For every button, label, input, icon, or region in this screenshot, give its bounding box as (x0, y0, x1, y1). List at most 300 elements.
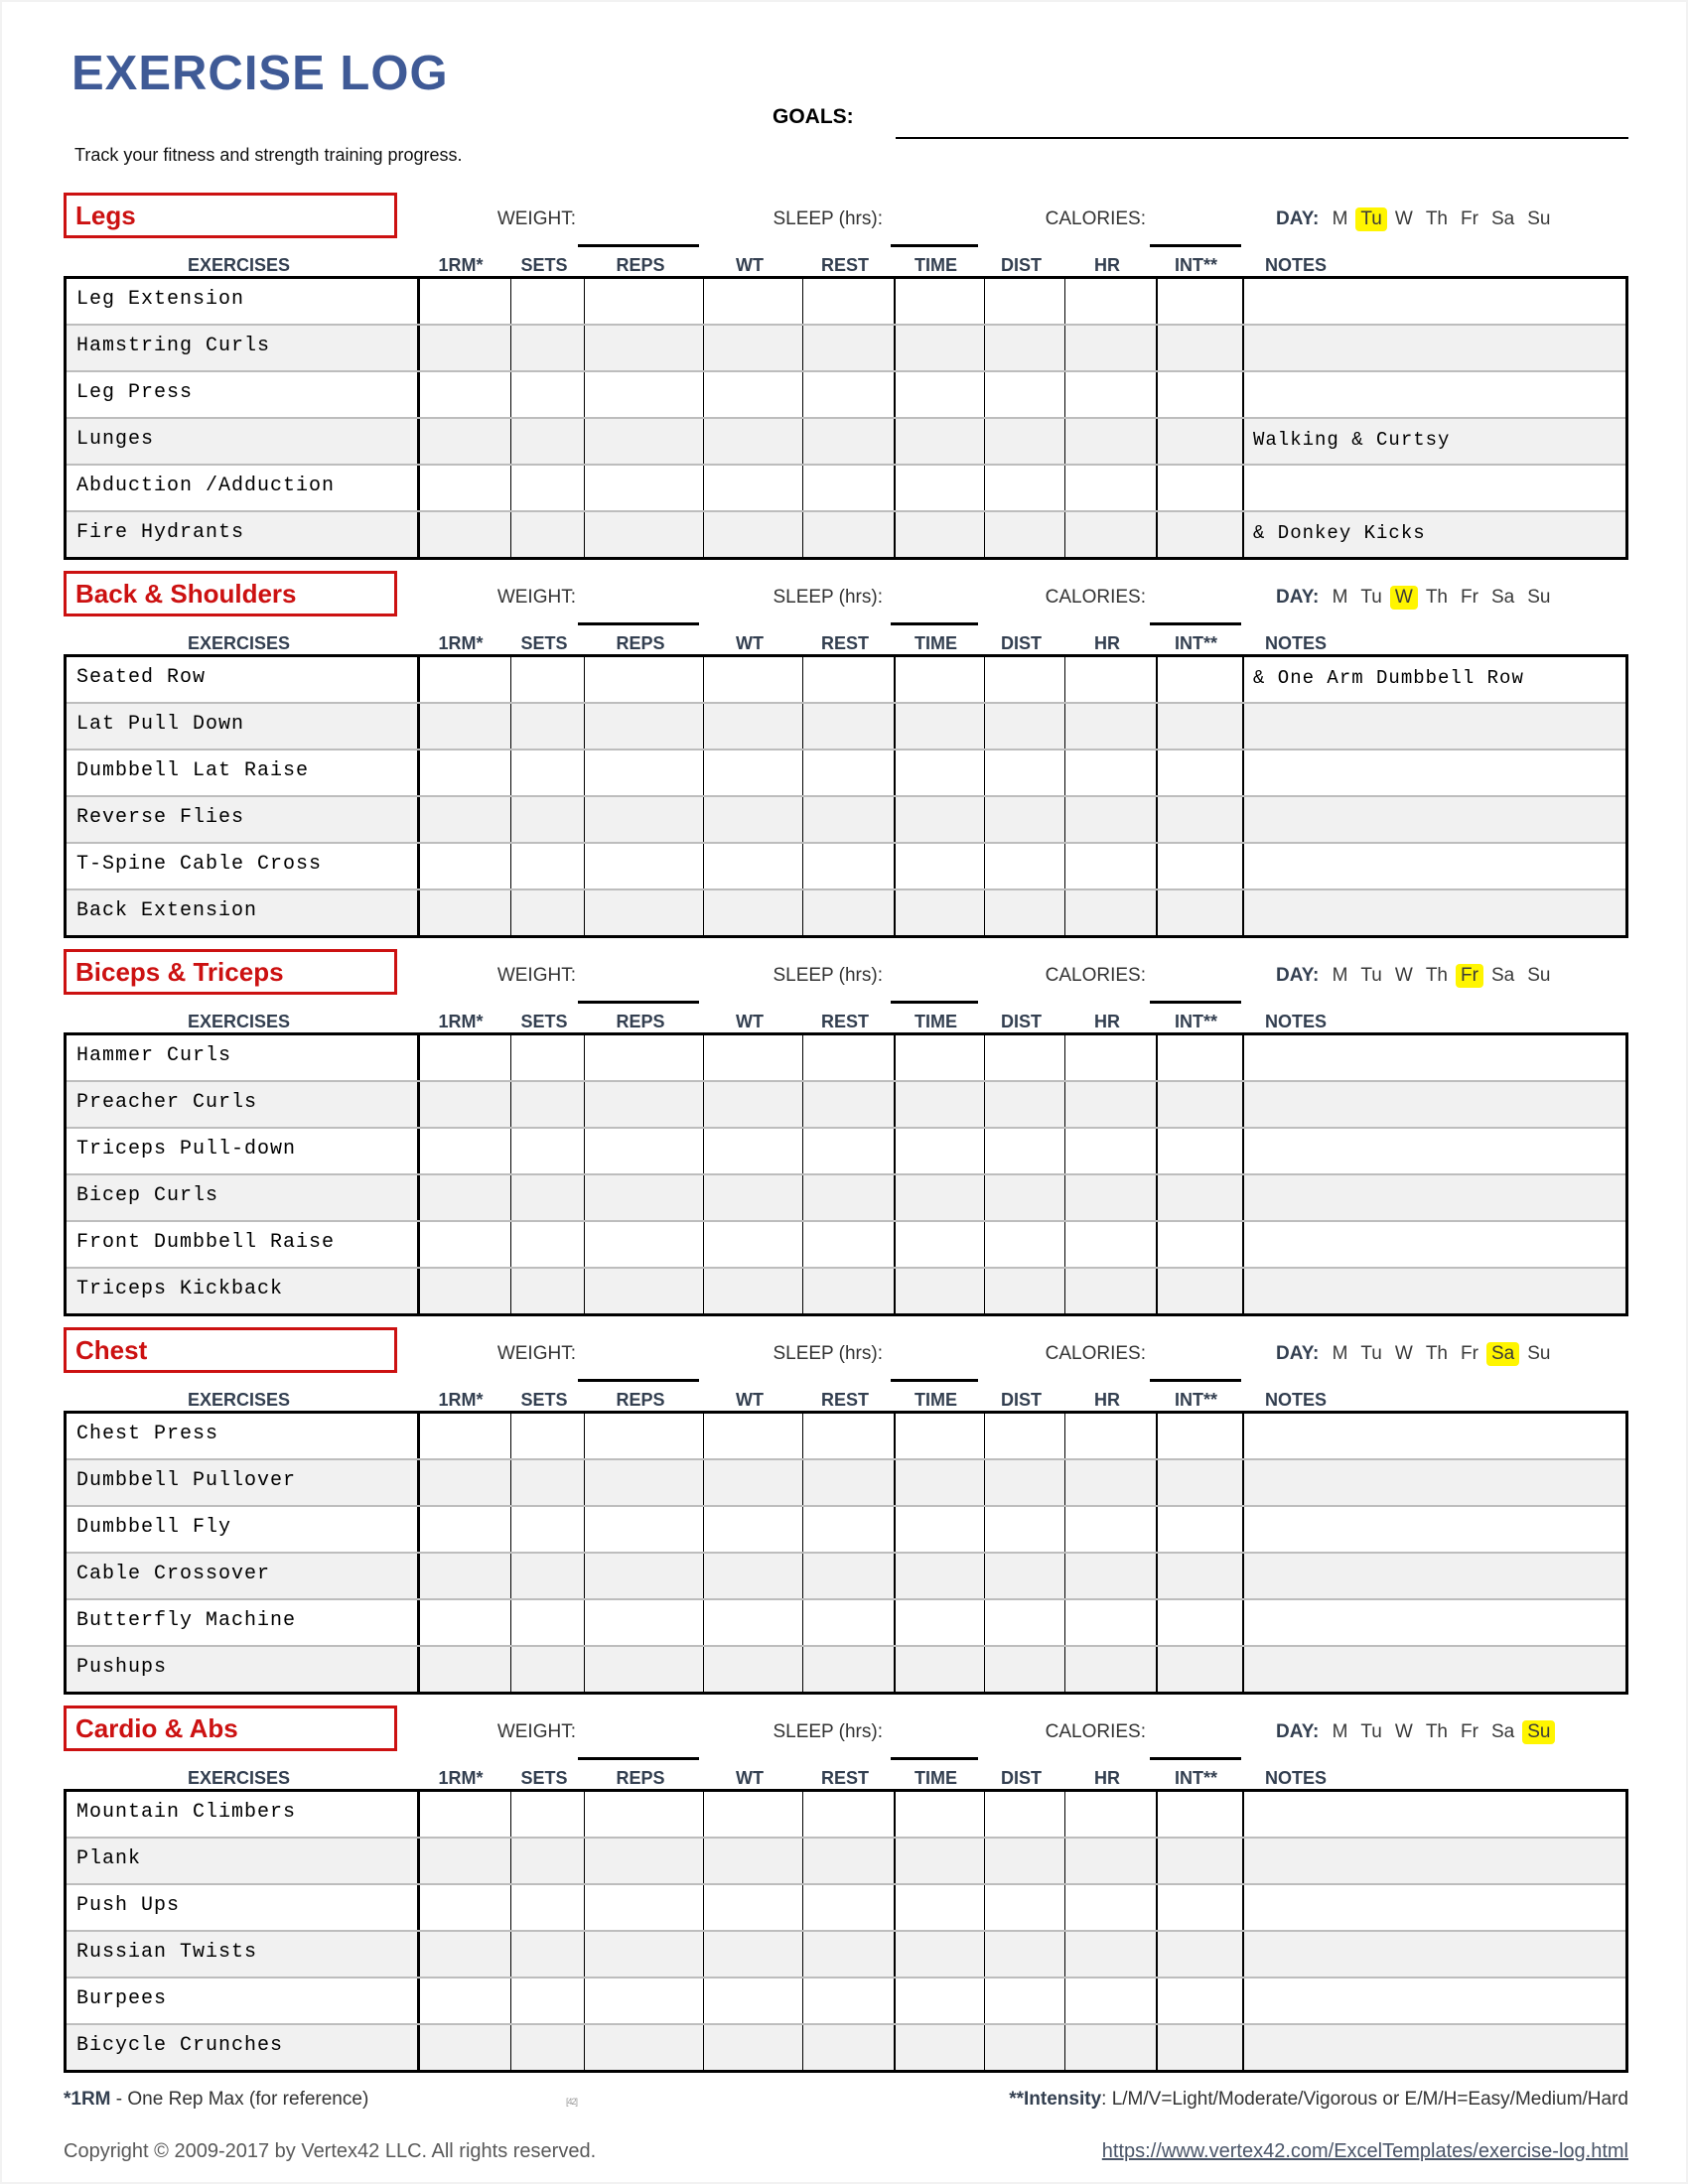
day-option-th[interactable]: Th (1425, 965, 1448, 986)
log-cell[interactable] (1156, 1414, 1242, 1458)
log-cell[interactable] (802, 657, 894, 702)
log-cell[interactable] (1064, 2025, 1156, 2070)
note-cell[interactable]: & One Arm Dumbbell Row (1242, 657, 1625, 702)
log-cell[interactable] (417, 1507, 510, 1552)
day-option-th[interactable]: Th (1425, 208, 1448, 229)
log-cell[interactable] (417, 890, 510, 935)
exercise-name-cell[interactable]: Seated Row (76, 666, 207, 689)
log-cell[interactable] (984, 279, 1064, 324)
log-cell[interactable] (1064, 1839, 1156, 1883)
log-cell[interactable] (894, 326, 984, 370)
log-cell[interactable] (417, 751, 510, 795)
log-cell[interactable] (1064, 1222, 1156, 1267)
log-cell[interactable] (1156, 512, 1242, 557)
note-cell[interactable] (1242, 372, 1625, 417)
log-cell[interactable] (802, 1600, 894, 1645)
log-cell[interactable] (510, 1129, 584, 1173)
log-cell[interactable] (417, 1792, 510, 1837)
log-cell[interactable] (1156, 1839, 1242, 1883)
log-cell[interactable] (1064, 657, 1156, 702)
log-cell[interactable] (984, 1554, 1064, 1598)
log-cell[interactable] (1156, 2025, 1242, 2070)
log-cell[interactable] (584, 279, 703, 324)
exercise-name-cell[interactable]: Dumbbell Fly (76, 1516, 232, 1539)
log-cell[interactable] (1064, 1792, 1156, 1837)
log-cell[interactable] (984, 657, 1064, 702)
log-cell[interactable] (1156, 326, 1242, 370)
log-cell[interactable] (584, 1507, 703, 1552)
exercise-name-cell[interactable]: Triceps Kickback (76, 1278, 284, 1300)
log-cell[interactable] (984, 844, 1064, 888)
log-cell[interactable] (1064, 704, 1156, 749)
log-cell[interactable] (894, 1175, 984, 1220)
log-cell[interactable] (1156, 844, 1242, 888)
log-cell[interactable] (802, 890, 894, 935)
log-cell[interactable] (703, 326, 802, 370)
log-cell[interactable] (417, 1839, 510, 1883)
log-cell[interactable] (894, 1414, 984, 1458)
note-cell[interactable]: Walking & Curtsy (1242, 419, 1625, 464)
note-cell[interactable] (1242, 1979, 1625, 2023)
log-cell[interactable] (584, 1129, 703, 1173)
log-cell[interactable] (802, 1507, 894, 1552)
log-cell[interactable] (1156, 1979, 1242, 2023)
log-cell[interactable] (510, 890, 584, 935)
exercise-name-cell[interactable]: Reverse Flies (76, 806, 245, 829)
log-cell[interactable] (584, 326, 703, 370)
exercise-name-cell[interactable]: Front Dumbbell Raise (76, 1231, 336, 1254)
log-cell[interactable] (894, 1269, 984, 1313)
calories-entry-line[interactable] (1150, 603, 1241, 625)
log-cell[interactable] (1064, 279, 1156, 324)
log-cell[interactable] (703, 657, 802, 702)
log-cell[interactable] (510, 797, 584, 842)
log-cell[interactable] (984, 1979, 1064, 2023)
goals-entry-line[interactable] (896, 113, 1628, 139)
log-cell[interactable] (894, 1222, 984, 1267)
log-cell[interactable] (984, 1792, 1064, 1837)
log-cell[interactable] (802, 419, 894, 464)
day-option-su[interactable]: Su (1522, 1720, 1555, 1744)
log-cell[interactable] (1156, 1460, 1242, 1505)
log-cell[interactable] (417, 1222, 510, 1267)
log-cell[interactable] (1156, 1175, 1242, 1220)
exercise-name-cell[interactable]: Bicycle Crunches (76, 2034, 284, 2057)
note-cell[interactable] (1242, 1222, 1625, 1267)
log-cell[interactable] (584, 1885, 703, 1930)
log-cell[interactable] (417, 1885, 510, 1930)
exercise-name-cell[interactable]: Hammer Curls (76, 1044, 232, 1067)
log-cell[interactable] (894, 890, 984, 935)
log-cell[interactable] (584, 1932, 703, 1977)
exercise-name-cell[interactable]: T-Spine Cable Cross (76, 853, 323, 876)
log-cell[interactable] (984, 1647, 1064, 1692)
log-cell[interactable] (584, 1600, 703, 1645)
log-cell[interactable] (417, 1460, 510, 1505)
log-cell[interactable] (1156, 279, 1242, 324)
log-cell[interactable] (802, 1222, 894, 1267)
log-cell[interactable] (894, 1885, 984, 1930)
exercise-name-cell[interactable]: Pushups (76, 1656, 168, 1679)
log-cell[interactable] (802, 797, 894, 842)
note-cell[interactable] (1242, 1600, 1625, 1645)
day-option-fr[interactable]: Fr (1461, 1343, 1478, 1364)
log-cell[interactable] (510, 657, 584, 702)
log-cell[interactable] (802, 466, 894, 510)
log-cell[interactable] (1156, 1035, 1242, 1080)
log-cell[interactable] (703, 1932, 802, 1977)
log-cell[interactable] (1156, 797, 1242, 842)
calories-entry-line[interactable] (1150, 981, 1241, 1004)
exercise-name-cell[interactable]: Russian Twists (76, 1941, 258, 1964)
day-option-fr[interactable]: Fr (1461, 1721, 1478, 1742)
log-cell[interactable] (417, 1035, 510, 1080)
exercise-name-cell[interactable]: Bicep Curls (76, 1184, 219, 1207)
log-cell[interactable] (984, 1885, 1064, 1930)
log-cell[interactable] (1064, 512, 1156, 557)
day-option-su[interactable]: Su (1527, 208, 1551, 229)
log-cell[interactable] (417, 326, 510, 370)
note-cell[interactable] (1242, 1839, 1625, 1883)
day-option-fr[interactable]: Fr (1461, 587, 1478, 608)
note-cell[interactable] (1242, 704, 1625, 749)
log-cell[interactable] (510, 1647, 584, 1692)
log-cell[interactable] (584, 1175, 703, 1220)
log-cell[interactable] (1064, 1035, 1156, 1080)
log-cell[interactable] (894, 657, 984, 702)
log-cell[interactable] (417, 1932, 510, 1977)
day-option-su[interactable]: Su (1527, 1343, 1551, 1364)
log-cell[interactable] (802, 704, 894, 749)
log-cell[interactable] (703, 704, 802, 749)
log-cell[interactable] (510, 326, 584, 370)
log-cell[interactable] (703, 512, 802, 557)
log-cell[interactable] (703, 1600, 802, 1645)
log-cell[interactable] (703, 1554, 802, 1598)
log-cell[interactable] (703, 751, 802, 795)
log-cell[interactable] (510, 1932, 584, 1977)
day-option-w[interactable]: W (1394, 208, 1413, 229)
log-cell[interactable] (1064, 797, 1156, 842)
log-cell[interactable] (510, 419, 584, 464)
log-cell[interactable] (510, 372, 584, 417)
log-cell[interactable] (1064, 326, 1156, 370)
log-cell[interactable] (417, 657, 510, 702)
note-cell[interactable] (1242, 751, 1625, 795)
log-cell[interactable] (984, 326, 1064, 370)
day-option-tu[interactable]: Tu (1360, 587, 1382, 608)
log-cell[interactable] (894, 1460, 984, 1505)
log-cell[interactable] (510, 1792, 584, 1837)
exercise-name-cell[interactable]: Leg Extension (76, 288, 245, 311)
log-cell[interactable] (584, 751, 703, 795)
log-cell[interactable] (703, 1222, 802, 1267)
log-cell[interactable] (510, 1460, 584, 1505)
log-cell[interactable] (703, 1460, 802, 1505)
log-cell[interactable] (984, 1932, 1064, 1977)
log-cell[interactable] (417, 2025, 510, 2070)
log-cell[interactable] (1064, 466, 1156, 510)
log-cell[interactable] (703, 844, 802, 888)
exercise-name-cell[interactable]: Mountain Climbers (76, 1801, 297, 1824)
log-cell[interactable] (417, 1600, 510, 1645)
log-cell[interactable] (1156, 1554, 1242, 1598)
log-cell[interactable] (894, 1979, 984, 2023)
log-cell[interactable] (1064, 1460, 1156, 1505)
log-cell[interactable] (703, 466, 802, 510)
log-cell[interactable] (510, 512, 584, 557)
log-cell[interactable] (894, 1839, 984, 1883)
log-cell[interactable] (1156, 751, 1242, 795)
log-cell[interactable] (510, 1082, 584, 1127)
log-cell[interactable] (584, 704, 703, 749)
note-cell[interactable] (1242, 279, 1625, 324)
log-cell[interactable] (894, 1600, 984, 1645)
calories-entry-line[interactable] (1150, 1737, 1241, 1760)
log-cell[interactable] (894, 512, 984, 557)
note-cell[interactable] (1242, 1035, 1625, 1080)
note-cell[interactable] (1242, 1414, 1625, 1458)
note-cell[interactable] (1242, 1885, 1625, 1930)
log-cell[interactable] (894, 1647, 984, 1692)
calories-entry-line[interactable] (1150, 224, 1241, 247)
log-cell[interactable] (1064, 1414, 1156, 1458)
day-option-sa[interactable]: Sa (1490, 587, 1515, 608)
log-cell[interactable] (1156, 890, 1242, 935)
log-cell[interactable] (584, 1414, 703, 1458)
vertex42-link[interactable]: https://www.vertex42.com/ExcelTemplates/exercise-log.html (1101, 2140, 1628, 2162)
log-cell[interactable] (584, 372, 703, 417)
log-cell[interactable] (802, 1129, 894, 1173)
log-cell[interactable] (1156, 1222, 1242, 1267)
log-cell[interactable] (802, 326, 894, 370)
log-cell[interactable] (584, 1460, 703, 1505)
log-cell[interactable] (510, 1035, 584, 1080)
log-cell[interactable] (510, 279, 584, 324)
log-cell[interactable] (984, 1035, 1064, 1080)
log-cell[interactable] (510, 1554, 584, 1598)
log-cell[interactable] (894, 1035, 984, 1080)
exercise-name-cell[interactable]: Hamstring Curls (76, 335, 271, 357)
exercise-name-cell[interactable]: Dumbbell Lat Raise (76, 759, 310, 782)
log-cell[interactable] (703, 890, 802, 935)
day-option-su[interactable]: Su (1527, 587, 1551, 608)
day-option-th[interactable]: Th (1425, 587, 1448, 608)
log-cell[interactable] (584, 797, 703, 842)
note-cell[interactable] (1242, 326, 1625, 370)
log-cell[interactable] (417, 466, 510, 510)
log-cell[interactable] (1064, 1269, 1156, 1313)
log-cell[interactable] (1156, 1885, 1242, 1930)
log-cell[interactable] (894, 751, 984, 795)
log-cell[interactable] (802, 1035, 894, 1080)
log-cell[interactable] (1156, 1507, 1242, 1552)
log-cell[interactable] (510, 1979, 584, 2023)
exercise-name-cell[interactable]: Burpees (76, 1987, 168, 2010)
day-option-th[interactable]: Th (1425, 1721, 1448, 1742)
log-cell[interactable] (703, 1035, 802, 1080)
calories-entry-line[interactable] (1150, 1359, 1241, 1382)
log-cell[interactable] (703, 1507, 802, 1552)
note-cell[interactable] (1242, 2025, 1625, 2070)
log-cell[interactable] (802, 372, 894, 417)
log-cell[interactable] (584, 1035, 703, 1080)
log-cell[interactable] (984, 890, 1064, 935)
note-cell[interactable] (1242, 1554, 1625, 1598)
log-cell[interactable] (703, 1885, 802, 1930)
log-cell[interactable] (984, 466, 1064, 510)
log-cell[interactable] (1156, 1082, 1242, 1127)
log-cell[interactable] (1064, 1175, 1156, 1220)
log-cell[interactable] (510, 1175, 584, 1220)
note-cell[interactable] (1242, 1082, 1625, 1127)
log-cell[interactable] (584, 419, 703, 464)
log-cell[interactable] (802, 1460, 894, 1505)
exercise-name-cell[interactable]: Preacher Curls (76, 1091, 258, 1114)
note-cell[interactable] (1242, 466, 1625, 510)
day-option-tu[interactable]: Tu (1360, 965, 1382, 986)
day-option-tu[interactable]: Tu (1355, 207, 1386, 231)
log-cell[interactable] (703, 2025, 802, 2070)
log-cell[interactable] (1156, 704, 1242, 749)
log-cell[interactable] (802, 1175, 894, 1220)
log-cell[interactable] (703, 797, 802, 842)
day-option-w[interactable]: W (1394, 965, 1413, 986)
log-cell[interactable] (510, 1839, 584, 1883)
log-cell[interactable] (894, 279, 984, 324)
log-cell[interactable] (703, 1839, 802, 1883)
log-cell[interactable] (984, 797, 1064, 842)
exercise-name-cell[interactable]: Fire Hydrants (76, 521, 245, 544)
log-cell[interactable] (1064, 1082, 1156, 1127)
log-cell[interactable] (802, 1269, 894, 1313)
log-cell[interactable] (1064, 1507, 1156, 1552)
log-cell[interactable] (984, 2025, 1064, 2070)
log-cell[interactable] (802, 512, 894, 557)
log-cell[interactable] (417, 1175, 510, 1220)
log-cell[interactable] (417, 797, 510, 842)
log-cell[interactable] (894, 844, 984, 888)
log-cell[interactable] (802, 1414, 894, 1458)
day-option-su[interactable]: Su (1527, 965, 1551, 986)
log-cell[interactable] (703, 1647, 802, 1692)
log-cell[interactable] (703, 1082, 802, 1127)
log-cell[interactable] (1064, 372, 1156, 417)
day-option-sa[interactable]: Sa (1490, 208, 1515, 229)
exercise-name-cell[interactable]: Leg Press (76, 381, 194, 404)
log-cell[interactable] (703, 372, 802, 417)
exercise-name-cell[interactable]: Push Ups (76, 1894, 181, 1917)
log-cell[interactable] (1156, 1932, 1242, 1977)
log-cell[interactable] (703, 419, 802, 464)
log-cell[interactable] (584, 1554, 703, 1598)
log-cell[interactable] (584, 1979, 703, 2023)
log-cell[interactable] (1156, 1600, 1242, 1645)
exercise-name-cell[interactable]: Lunges (76, 428, 155, 451)
log-cell[interactable] (510, 844, 584, 888)
note-cell[interactable] (1242, 890, 1625, 935)
log-cell[interactable] (417, 372, 510, 417)
log-cell[interactable] (984, 1414, 1064, 1458)
log-cell[interactable] (417, 1554, 510, 1598)
note-cell[interactable] (1242, 1932, 1625, 1977)
log-cell[interactable] (894, 1554, 984, 1598)
log-cell[interactable] (984, 1175, 1064, 1220)
log-cell[interactable] (984, 751, 1064, 795)
log-cell[interactable] (984, 1082, 1064, 1127)
log-cell[interactable] (894, 372, 984, 417)
log-cell[interactable] (984, 1839, 1064, 1883)
log-cell[interactable] (510, 1269, 584, 1313)
log-cell[interactable] (894, 2025, 984, 2070)
log-cell[interactable] (417, 279, 510, 324)
log-cell[interactable] (1156, 419, 1242, 464)
log-cell[interactable] (1156, 1269, 1242, 1313)
log-cell[interactable] (1064, 890, 1156, 935)
log-cell[interactable] (802, 751, 894, 795)
log-cell[interactable] (802, 279, 894, 324)
day-option-fr[interactable]: Fr (1456, 964, 1483, 988)
log-cell[interactable] (584, 2025, 703, 2070)
log-cell[interactable] (894, 419, 984, 464)
log-cell[interactable] (510, 2025, 584, 2070)
log-cell[interactable] (984, 372, 1064, 417)
log-cell[interactable] (1064, 1979, 1156, 2023)
exercise-name-cell[interactable]: Lat Pull Down (76, 713, 245, 736)
log-cell[interactable] (417, 1129, 510, 1173)
log-cell[interactable] (417, 1269, 510, 1313)
note-cell[interactable] (1242, 1175, 1625, 1220)
log-cell[interactable] (1064, 1885, 1156, 1930)
note-cell[interactable] (1242, 797, 1625, 842)
log-cell[interactable] (703, 279, 802, 324)
note-cell[interactable] (1242, 1129, 1625, 1173)
log-cell[interactable] (584, 1839, 703, 1883)
log-cell[interactable] (584, 844, 703, 888)
log-cell[interactable] (510, 1885, 584, 1930)
log-cell[interactable] (417, 419, 510, 464)
log-cell[interactable] (802, 1839, 894, 1883)
log-cell[interactable] (510, 1507, 584, 1552)
log-cell[interactable] (417, 512, 510, 557)
day-option-sa[interactable]: Sa (1490, 965, 1515, 986)
log-cell[interactable] (1064, 1647, 1156, 1692)
log-cell[interactable] (1064, 1932, 1156, 1977)
log-cell[interactable] (417, 704, 510, 749)
log-cell[interactable] (894, 1082, 984, 1127)
note-cell[interactable] (1242, 1792, 1625, 1837)
log-cell[interactable] (1064, 844, 1156, 888)
log-cell[interactable] (1064, 1129, 1156, 1173)
log-cell[interactable] (1156, 466, 1242, 510)
log-cell[interactable] (802, 1082, 894, 1127)
day-option-tu[interactable]: Tu (1360, 1721, 1382, 1742)
log-cell[interactable] (802, 1647, 894, 1692)
log-cell[interactable] (984, 1600, 1064, 1645)
log-cell[interactable] (1156, 1792, 1242, 1837)
log-cell[interactable] (510, 704, 584, 749)
log-cell[interactable] (802, 1979, 894, 2023)
exercise-name-cell[interactable]: Dumbbell Pullover (76, 1469, 297, 1492)
day-option-w[interactable]: W (1394, 1343, 1413, 1364)
log-cell[interactable] (1156, 1647, 1242, 1692)
log-cell[interactable] (802, 1932, 894, 1977)
log-cell[interactable] (584, 1082, 703, 1127)
exercise-name-cell[interactable]: Back Extension (76, 899, 258, 922)
note-cell[interactable]: & Donkey Kicks (1242, 512, 1625, 557)
log-cell[interactable] (1064, 751, 1156, 795)
log-cell[interactable] (984, 419, 1064, 464)
